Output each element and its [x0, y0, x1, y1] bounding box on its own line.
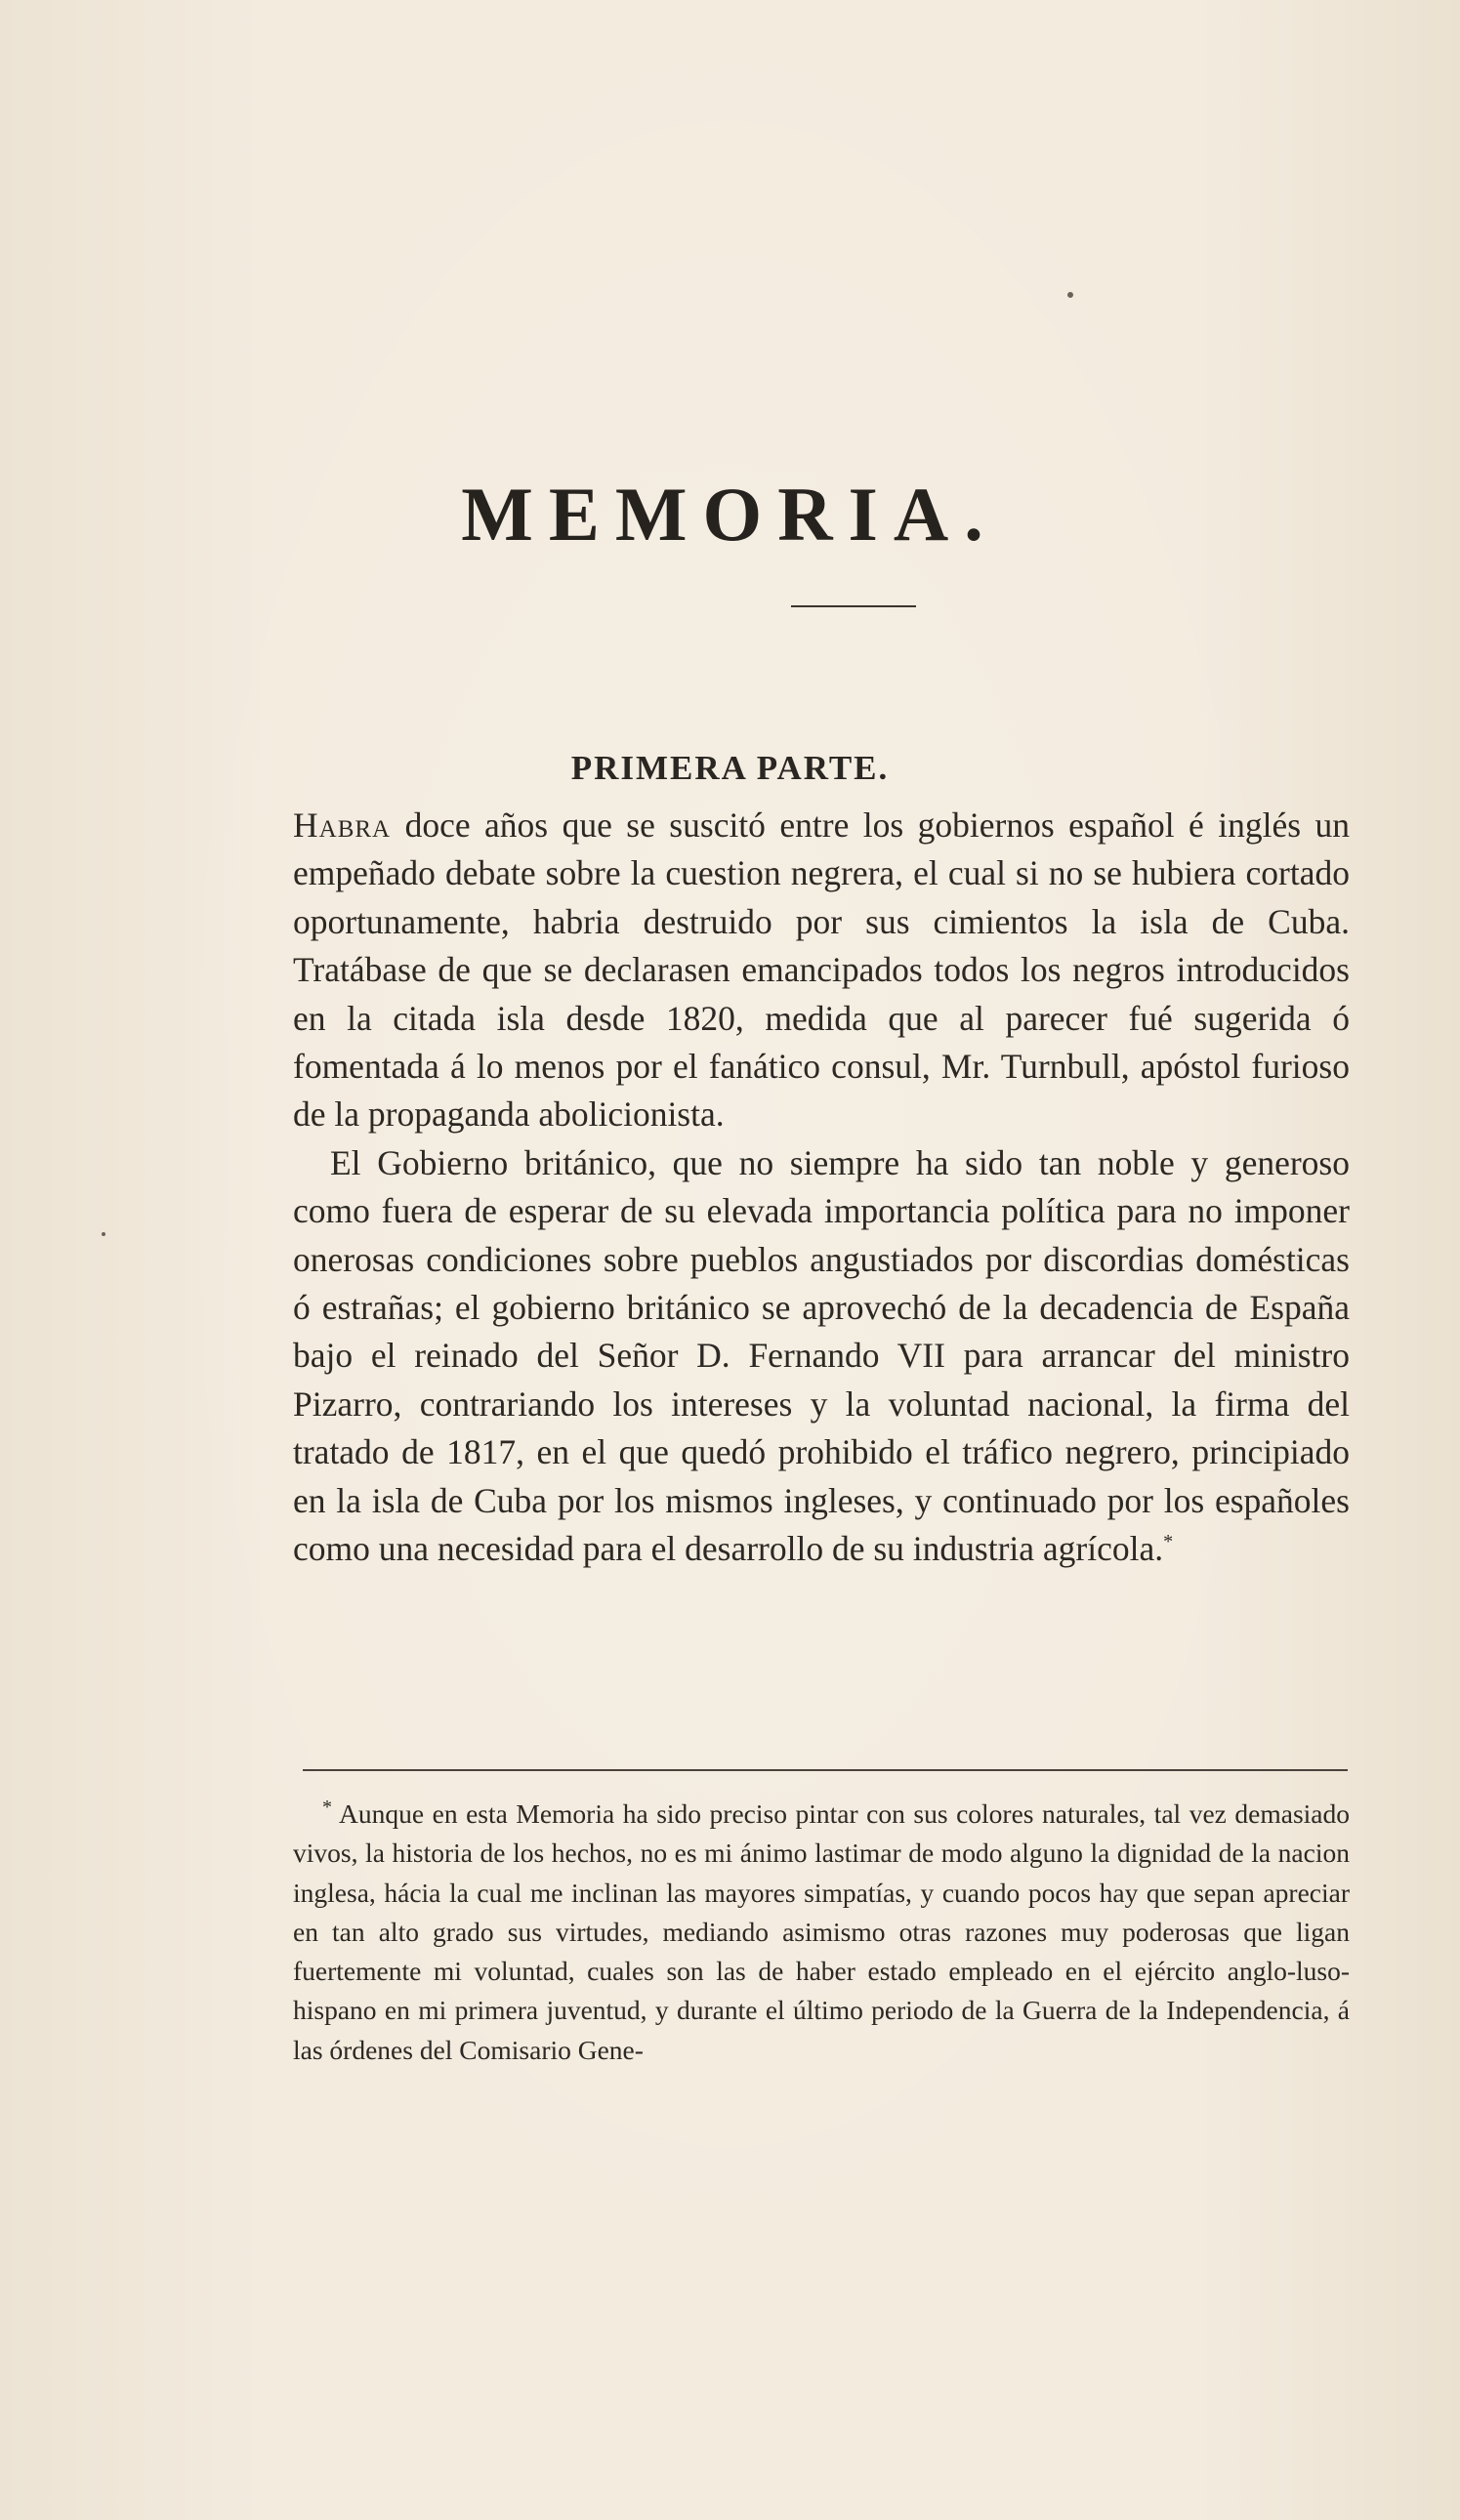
ink-speck [102, 1232, 105, 1236]
paragraph-2 [293, 1139, 1350, 1574]
paragraph-1 [293, 802, 1350, 1139]
paragraph-text: El Gobierno británico, que no siempre ha sido tan noble y generoso como fuera de esperar de su elevada importancia política para no imponer onerosas condiciones sobre pueblos angustiados por discordias domésticas ó estrañas; el gobierno británico se aprovechó de la decadencia de España bajo el reinado del Señor D. Fernando VII para arrancar del ministro Pizarro, contrariando los intereses y la voluntad nacional, la firma del tratado de 1817, en el que quedó prohibido el tráfico negrero, principiado en la isla de Cuba por los mismos ingleses, y continuado por los españoles como una necesidad para el desarrollo de su industria agrícola. [293, 1142, 1350, 1569]
part-heading: PRIMERA PARTE. [570, 749, 890, 788]
page-title: MEMORIA. [461, 472, 999, 558]
paragraph-lead-word: Habra [293, 806, 392, 845]
footnote-reference: * [1163, 1531, 1174, 1553]
footnote-mark: * [322, 1796, 332, 1818]
footnote-text: Aunque en esta Memoria ha sido preciso pintar con sus colores naturales, tal vez demasiado vivos, la historia de los hechos, no es mi ánimo lastimar de modo alguno la dignidad de la nacion inglesa, hácia la cual me inclinan las mayores simpatías, y cuando pocos hay que sepan apreciar en tan alto grado sus virtudes, mediando asimismo otras razones muy poderosas que ligan fuertemente mi voluntad, cuales son las de haber estado empleado en el ejército anglo-luso-hispano en mi primera juventud, y durante el último periodo de la Guerra de la Independencia, á las órdenes del Comisario Gene- [293, 1798, 1350, 2065]
body-text [293, 802, 1350, 1574]
title-divider [791, 605, 916, 607]
footnote-divider [303, 1769, 1348, 1771]
ink-speck [1067, 292, 1073, 298]
footnote [293, 1795, 1350, 2070]
footnote-paragraph [293, 1795, 1350, 2070]
paragraph-text: doce años que se suscitó entre los gobiernos español é inglés un empeñado debate sobre la cuestion negrera, el cual si no se hubiera cortado oportunamente, habria destruido por sus cimientos la isla de Cuba. Tratábase de que se declarasen emancipados todos los negros introducidos en la citada isla desde 1820, medida que al parecer fué sugerida ó fomentada á lo menos por el fanático consul, Mr. Turnbull, apóstol furioso de la propaganda abolicionista. [293, 806, 1350, 1135]
